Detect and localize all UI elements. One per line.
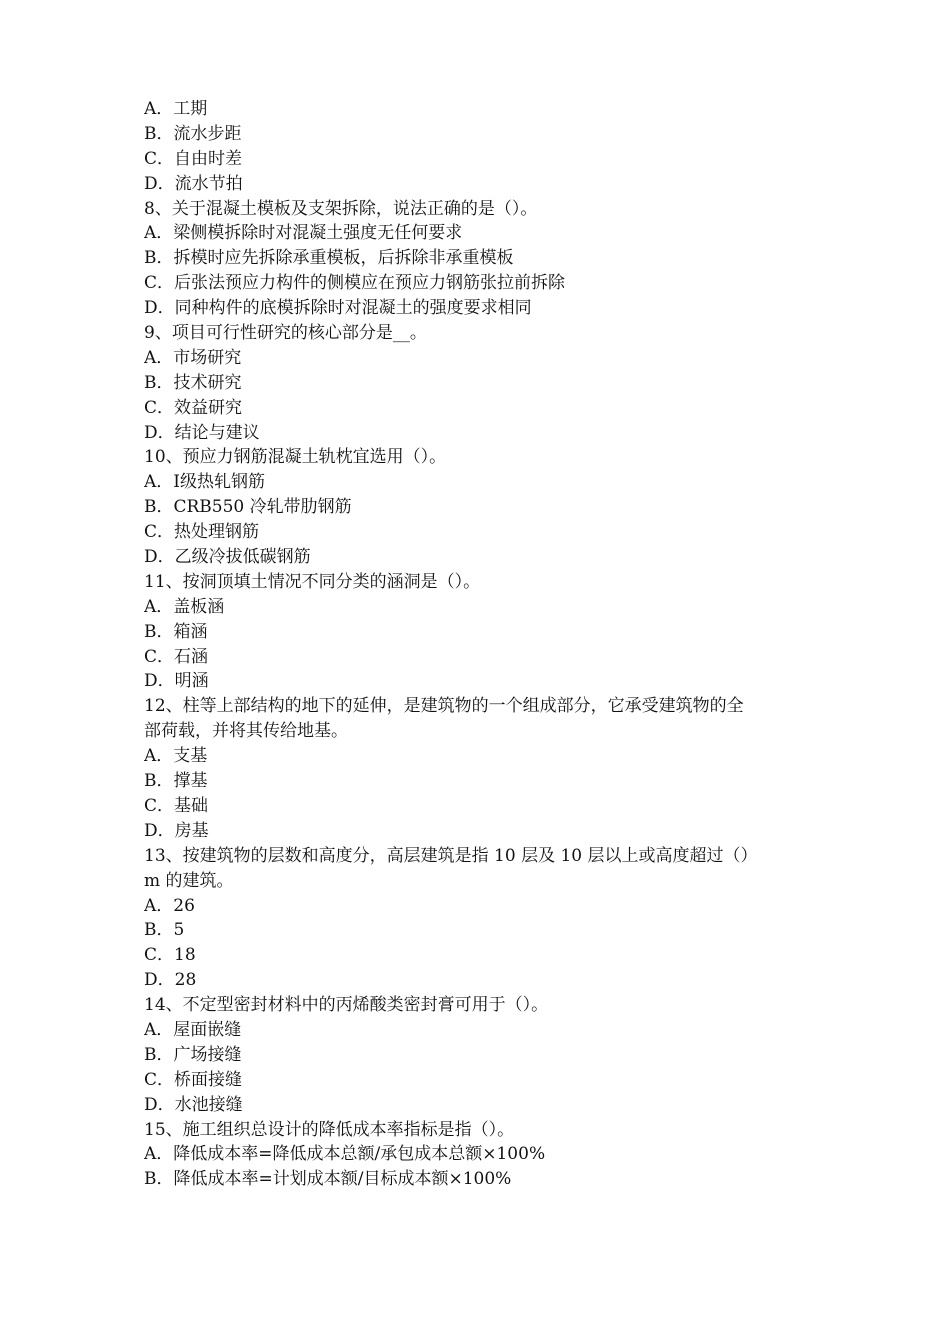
question-12-continued: 部荷载，并将其传给地基。 [144,721,348,742]
option-line: A．支基 [144,746,208,767]
option-line: B．箱涵 [144,621,208,642]
option-line: B．CRB550 冷轧带肋钢筋 [144,497,352,518]
question-9: 9、项目可行性研究的核心部分是__。 [144,323,427,344]
option-line: D．28 [144,970,197,991]
question-13: 13、按建筑物的层数和高度分，高层建筑是指 10 层及 10 层以上或高度超过（） [144,845,758,866]
document-body [144,97,814,1192]
question-15: 15、施工组织总设计的降低成本率指标是指（）。 [144,1119,515,1140]
option-line: C．热处理钢筋 [144,522,260,543]
option-line: B．降低成本率=计划成本额/目标成本额×100% [144,1169,512,1190]
option-line: B．广场接缝 [144,1044,242,1065]
option-line: A．工期 [144,99,208,119]
option-line: D．房基 [144,820,209,841]
question-13-continued: m 的建筑。 [144,870,234,891]
question-11: 11、按洞顶填土情况不同分类的涵洞是（）。 [144,571,481,592]
option-line: C．自由时差 [144,148,243,169]
option-line: B．5 [144,920,185,941]
option-line: D．乙级冷拔低碳钢筋 [144,547,311,568]
question-8: 8、关于混凝土模板及支架拆除，说法正确的是（）。 [144,198,538,219]
option-line: C．桥面接缝 [144,1069,243,1090]
option-line: A．梁侧模拆除时对混凝土强度无任何要求 [144,223,463,244]
option-line: A．降低成本率=降低成本总额/承包成本总额×100% [144,1144,546,1165]
option-line: B．拆模时应先拆除承重模板，后拆除非承重模板 [144,248,514,269]
option-line: D．同种构件的底模拆除时对混凝土的强度要求相同 [144,298,532,319]
option-line: A．市场研究 [144,347,242,368]
option-line: D．结论与建议 [144,422,260,443]
option-line: A．屋面嵌缝 [144,1019,242,1040]
option-line: D．流水节拍 [144,173,243,194]
option-line: B．撑基 [144,771,208,792]
question-10: 10、预应力钢筋混凝土轨枕宜选用（）。 [144,447,447,468]
option-line: C．后张法预应力构件的侧模应在预应力钢筋张拉前拆除 [144,273,566,294]
option-line: C．效益研究 [144,397,243,418]
option-line: D．水池接缝 [144,1094,243,1115]
option-line: C．基础 [144,795,209,816]
question-12: 12、柱等上部结构的地下的延伸，是建筑物的一个组成部分，它承受建筑物的全 [144,696,744,717]
option-line: A．26 [144,895,195,916]
option-line: B．流水步距 [144,123,242,144]
option-line: A．盖板涵 [144,596,225,617]
question-14: 14、不定型密封材料中的丙烯酸类密封膏可用于（）。 [144,995,549,1016]
option-line: C．18 [144,945,196,966]
option-line: C．石涵 [144,646,209,667]
option-line: D．明涵 [144,671,209,692]
option-line: A．Ⅰ级热轧钢筋 [144,472,265,493]
option-line: B．技术研究 [144,372,242,393]
